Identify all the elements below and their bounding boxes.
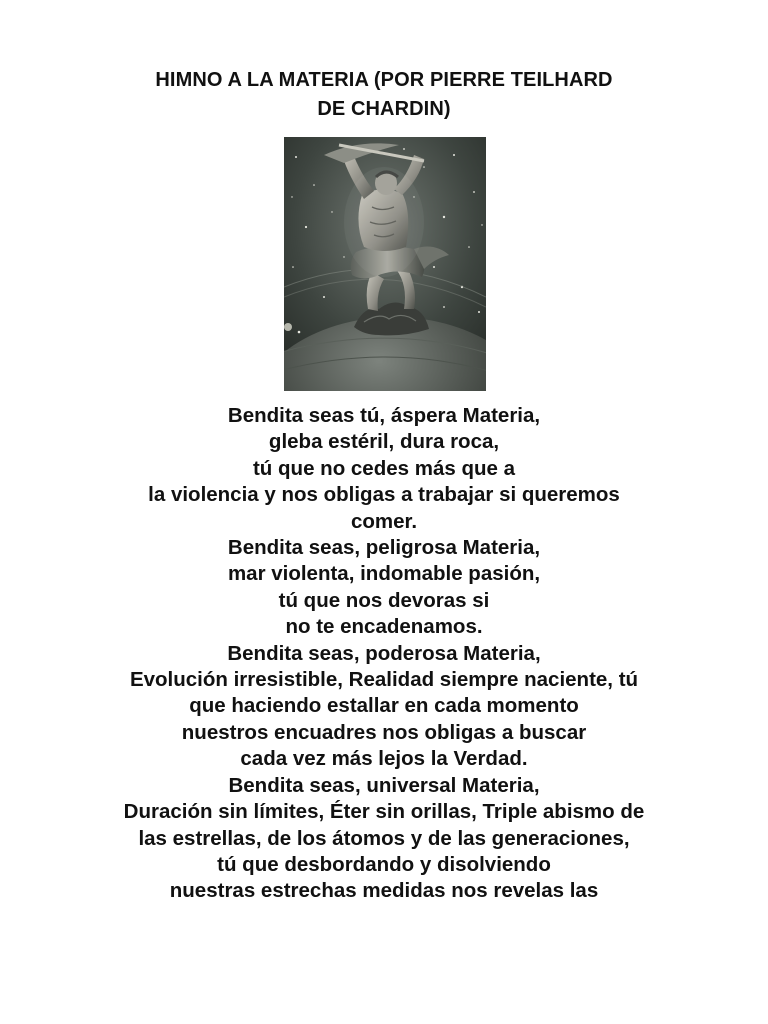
poem-line: tú que no cedes más que a: [252, 456, 515, 480]
poem-line: Evolución irresistible, Realidad siempre naciente, tú: [129, 668, 639, 692]
poem-line: la violencia y nos obligas a trabajar si queremos: [148, 483, 620, 507]
poem-line: Bendita seas, poderosa Materia,: [227, 641, 541, 665]
poem-line: Duración sin límites, Éter sin orillas, Triple abismo de: [123, 800, 645, 824]
poem-line: que haciendo estallar en cada momento: [189, 694, 579, 718]
poem-line: tú que desbordando y disolviendo: [217, 852, 551, 876]
poem-line: tú que nos devoras si: [278, 588, 490, 612]
title-line: DE CHARDIN): [317, 98, 451, 120]
document-title: [60, 66, 708, 124]
poem-line: mar violenta, indomable pasión,: [227, 562, 541, 586]
poem-line: comer.: [350, 509, 418, 533]
poem-line: cada vez más lejos la Verdad.: [240, 747, 528, 771]
atlas-engraving-icon: [284, 137, 486, 391]
poem-line: Bendita seas, universal Materia,: [228, 773, 540, 797]
poem-line: nuestros encuadres nos obligas a buscar: [181, 720, 587, 744]
poem-body: [40, 403, 728, 905]
poem-line: las estrellas, de los átomos y de las generaciones,: [138, 826, 630, 850]
poem-line: gleba estéril, dura roca,: [268, 430, 500, 454]
poem-line: nuestras estrechas medidas nos revelas las: [169, 879, 599, 903]
poem-line: no te encadenamos.: [285, 615, 483, 639]
title-line: HIMNO A LA MATERIA (POR PIERRE TEILHARD: [155, 69, 613, 91]
poem-line: Bendita seas, peligrosa Materia,: [227, 536, 541, 560]
poem-line: Bendita seas tú, áspera Materia,: [227, 404, 541, 427]
